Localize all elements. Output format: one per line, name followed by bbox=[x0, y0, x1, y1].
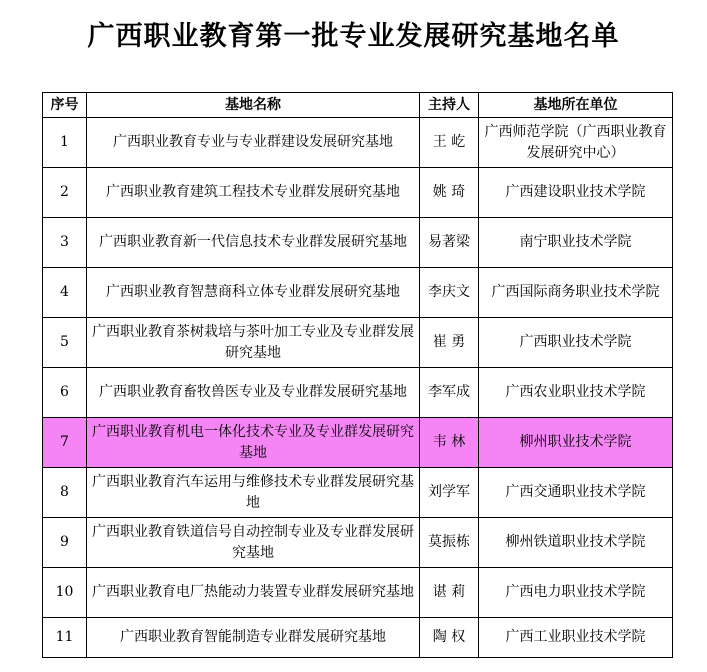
research-base-table bbox=[42, 92, 673, 658]
highlighted-table-row bbox=[43, 418, 673, 468]
header-base-name: 基地名称 bbox=[87, 93, 420, 118]
table-row bbox=[43, 368, 673, 418]
host-cell: 崔 勇 bbox=[420, 318, 479, 368]
organization-cell: 广西师范学院（广西职业教育发展研究中心） bbox=[479, 118, 673, 168]
base-name-cell: 广西职业教育汽车运用与维修技术专业群发展研究基地 bbox=[87, 468, 420, 518]
serial-number-cell: 4 bbox=[43, 268, 87, 318]
organization-cell: 柳州职业技术学院 bbox=[479, 418, 673, 468]
table-row bbox=[43, 518, 673, 568]
table-row bbox=[43, 568, 673, 618]
host-cell: 莫振栋 bbox=[420, 518, 479, 568]
base-name-cell: 广西职业教育铁道信号自动控制专业及专业群发展研究基地 bbox=[87, 518, 420, 568]
base-name-cell: 广西职业教育电厂热能动力装置专业群发展研究基地 bbox=[87, 568, 420, 618]
base-name-cell: 广西职业教育茶树栽培与茶叶加工专业及专业群发展研究基地 bbox=[87, 318, 420, 368]
host-cell: 陶 权 bbox=[420, 618, 479, 658]
table-row bbox=[43, 318, 673, 368]
table-row bbox=[43, 268, 673, 318]
serial-number-cell: 7 bbox=[43, 418, 87, 468]
serial-number-cell: 2 bbox=[43, 168, 87, 218]
serial-number-cell: 1 bbox=[43, 118, 87, 168]
organization-cell: 广西职业技术学院 bbox=[479, 318, 673, 368]
organization-cell: 广西工业职业技术学院 bbox=[479, 618, 673, 658]
host-cell: 谌 莉 bbox=[420, 568, 479, 618]
header-organization: 基地所在单位 bbox=[479, 93, 673, 118]
serial-number-cell: 11 bbox=[43, 618, 87, 658]
serial-number-cell: 6 bbox=[43, 368, 87, 418]
base-name-cell: 广西职业教育畜牧兽医专业及专业群发展研究基地 bbox=[87, 368, 420, 418]
host-cell: 韦 林 bbox=[420, 418, 479, 468]
host-cell: 刘学军 bbox=[420, 468, 479, 518]
header-serial-number: 序号 bbox=[43, 93, 87, 118]
host-cell: 李庆文 bbox=[420, 268, 479, 318]
table-row bbox=[43, 118, 673, 168]
organization-cell: 广西交通职业技术学院 bbox=[479, 468, 673, 518]
document-title: 广西职业教育第一批专业发展研究基地名单 bbox=[87, 21, 620, 52]
organization-cell: 柳州铁道职业技术学院 bbox=[479, 518, 673, 568]
serial-number-cell: 9 bbox=[43, 518, 87, 568]
table-row bbox=[43, 218, 673, 268]
base-name-cell: 广西职业教育智能制造专业群发展研究基地 bbox=[87, 618, 420, 658]
serial-number-cell: 3 bbox=[43, 218, 87, 268]
base-name-cell: 广西职业教育建筑工程技术专业群发展研究基地 bbox=[87, 168, 420, 218]
base-name-cell: 广西职业教育智慧商科立体专业群发展研究基地 bbox=[87, 268, 420, 318]
table-row bbox=[43, 468, 673, 518]
organization-cell: 广西农业职业技术学院 bbox=[479, 368, 673, 418]
header-host: 主持人 bbox=[420, 93, 479, 118]
table-row bbox=[43, 168, 673, 218]
base-name-cell: 广西职业教育专业与专业群建设发展研究基地 bbox=[87, 118, 420, 168]
host-cell: 易著梁 bbox=[420, 218, 479, 268]
serial-number-cell: 5 bbox=[43, 318, 87, 368]
host-cell: 李军成 bbox=[420, 368, 479, 418]
table-row bbox=[43, 618, 673, 658]
host-cell: 王 屹 bbox=[420, 118, 479, 168]
base-name-cell: 广西职业教育新一代信息技术专业群发展研究基地 bbox=[87, 218, 420, 268]
host-cell: 姚 琦 bbox=[420, 168, 479, 218]
organization-cell: 广西电力职业技术学院 bbox=[479, 568, 673, 618]
serial-number-cell: 10 bbox=[43, 568, 87, 618]
organization-cell: 广西建设职业技术学院 bbox=[479, 168, 673, 218]
serial-number-cell: 8 bbox=[43, 468, 87, 518]
organization-cell: 南宁职业技术学院 bbox=[479, 218, 673, 268]
organization-cell: 广西国际商务职业技术学院 bbox=[479, 268, 673, 318]
base-name-cell: 广西职业教育机电一体化技术专业及专业群发展研究基地 bbox=[87, 418, 420, 468]
table-header-row bbox=[43, 93, 673, 118]
